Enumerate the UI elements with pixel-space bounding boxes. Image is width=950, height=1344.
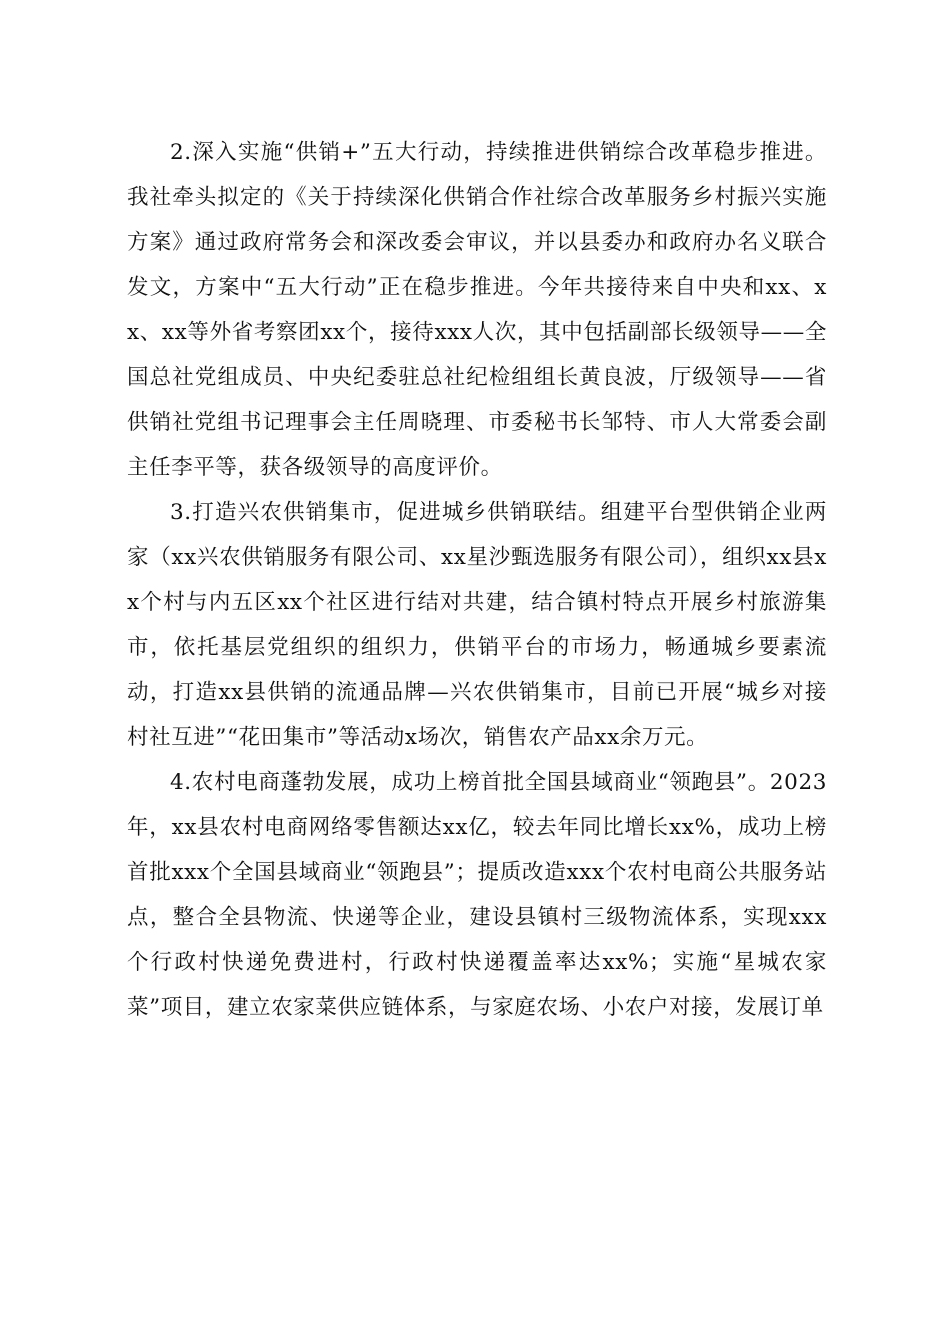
document-body — [127, 130, 827, 1030]
paragraph-2: 2.深入实施“供销+”五大行动，持续推进供销综合改革稳步推进。我社牵头拟定的《关于持续深化供销合作社综合改革服务乡村振兴实施方案》通过政府常务会和深改委会审议，并以县委办和政府办名义联合发文，方案中“五大行动”正在稳步推进。今年共接待来自中央和xx、xx、xx等外省考察团xx个，接待xxx人次，其中包括副部长级领导——全国总社党组成员、中央纪委驻总社纪检组组长黄良波，厅级领导——省供销社党组书记理事会主任周晓理、市委秘书长邹特、市人大常委会副主任李平等，获各级领导的高度评价。 — [127, 140, 827, 480]
paragraph-4: 4.农村电商蓬勃发展，成功上榜首批全国县域商业“领跑县”。2023年，xx县农村电商网络零售额达xx亿，较去年同比增长xx%，成功上榜首批xxx个全国县域商业“领跑县”；提质改造xxx个农村电商公共服务站点，整合全县物流、快递等企业，建设县镇村三级物流体系，实现xxx个行政村快递免费进村，行政村快递覆盖率达xx%；实施“星城农家菜”项目，建立农家菜供应链体系，与家庭农场、小农户对接，发展订单 — [127, 770, 827, 1020]
paragraph-3: 3.打造兴农供销集市，促进城乡供销联结。组建平台型供销企业两家（xx兴农供销服务有限公司、xx星沙甄选服务有限公司），组织xx县xx个村与内五区xx个社区进行结对共建，结合镇村特点开展乡村旅游集市，依托基层党组织的组织力，供销平台的市场力，畅通城乡要素流动，打造xx县供销的流通品牌—兴农供销集市，目前已开展“城乡对接村社互进”“花田集市”等活动x场次，销售农产品xx余万元。 — [127, 500, 827, 750]
